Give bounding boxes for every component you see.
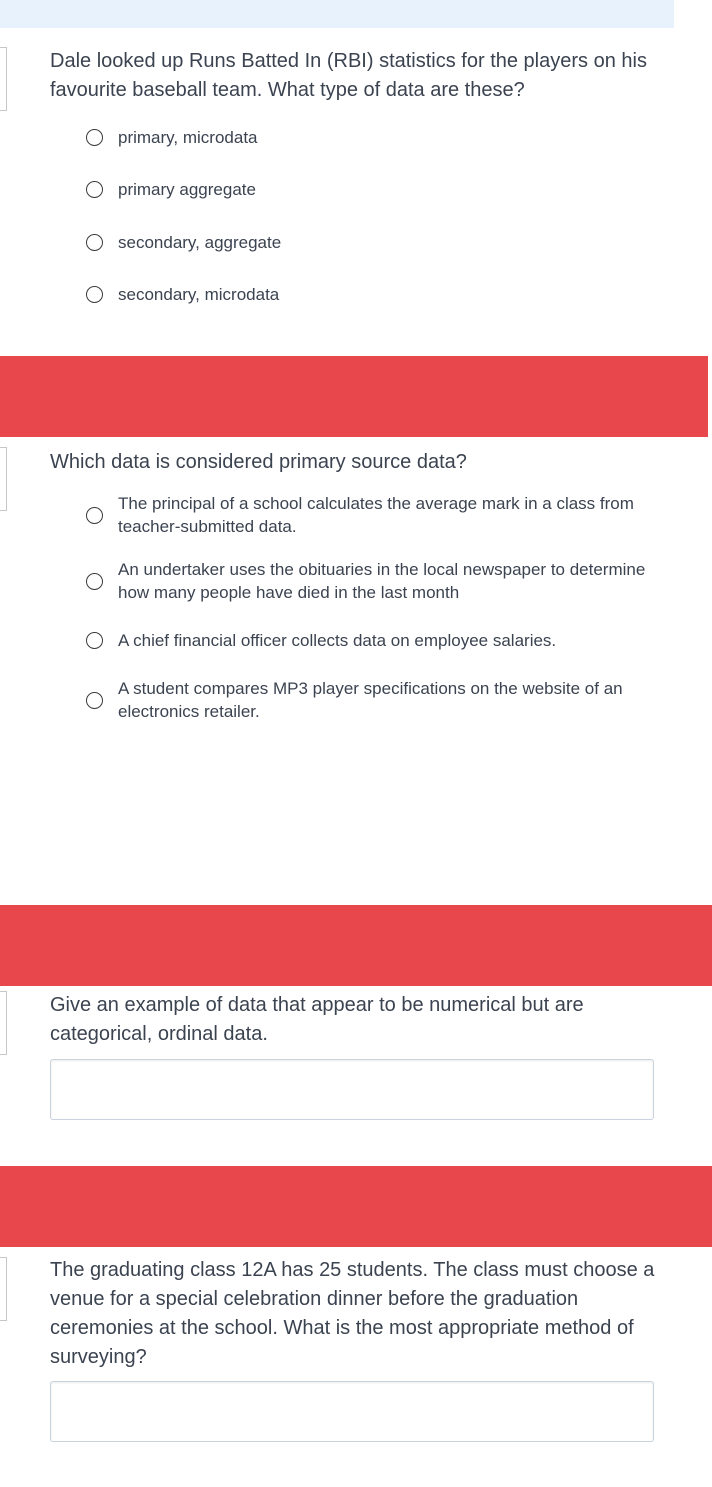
- option-label: secondary, microdata: [118, 285, 280, 304]
- radio-button[interactable]: [86, 573, 103, 590]
- option-label: A chief financial officer collects data on employee salaries.: [118, 631, 557, 650]
- radio-button[interactable]: [86, 692, 103, 709]
- question-2-option-2[interactable]: [86, 558, 656, 604]
- question-3-answer-input[interactable]: [50, 1059, 654, 1120]
- option-label: A student compares MP3 player specifications on the website of an electronics retailer.: [118, 679, 623, 721]
- question-3-edge-marker: [0, 991, 7, 1055]
- section-divider-2: [0, 905, 712, 986]
- radio-button[interactable]: [86, 286, 103, 303]
- question-2-option-4[interactable]: [86, 677, 656, 723]
- question-2-prompt: Which data is considered primary source data?: [50, 451, 467, 473]
- question-2-option-1[interactable]: [86, 492, 656, 538]
- radio-button[interactable]: [86, 507, 103, 524]
- question-2-option-3[interactable]: [86, 629, 656, 652]
- radio-button[interactable]: [86, 129, 103, 146]
- question-1-option-3[interactable]: [86, 231, 656, 254]
- question-1-option-1[interactable]: [86, 126, 656, 149]
- option-label: primary, microdata: [118, 128, 258, 147]
- question-4-answer-input[interactable]: [50, 1381, 654, 1442]
- question-1-option-4[interactable]: [86, 283, 656, 306]
- option-label: secondary, aggregate: [118, 233, 282, 252]
- question-3-prompt: Give an example of data that appear to be numerical but are categorical, ordinal data.: [50, 994, 584, 1045]
- section-divider-3: [0, 1166, 712, 1247]
- radio-button[interactable]: [86, 234, 103, 251]
- radio-button[interactable]: [86, 181, 103, 198]
- question-2-edge-marker: [0, 447, 7, 511]
- question-4-prompt: The graduating class 12A has 25 students. The class must choose a venue for a special celebration dinner before the graduation ceremonies at the school. What is the most appropriate method of surveying?: [50, 1259, 655, 1368]
- section-divider-1: [0, 356, 708, 437]
- option-label: An undertaker uses the obituaries in the local newspaper to determine how many people have died in the last month: [118, 560, 646, 602]
- option-label: The principal of a school calculates the average mark in a class from teacher-submitted data.: [118, 494, 634, 536]
- top-banner: [0, 0, 674, 28]
- question-1-edge-marker: [0, 47, 7, 111]
- question-1-option-2[interactable]: [86, 178, 656, 201]
- radio-button[interactable]: [86, 632, 103, 649]
- question-4-edge-marker: [0, 1257, 7, 1321]
- option-label: primary aggregate: [118, 180, 256, 199]
- question-1-prompt: Dale looked up Runs Batted In (RBI) statistics for the players on his favourite baseball team. What type of data are these?: [50, 50, 647, 101]
